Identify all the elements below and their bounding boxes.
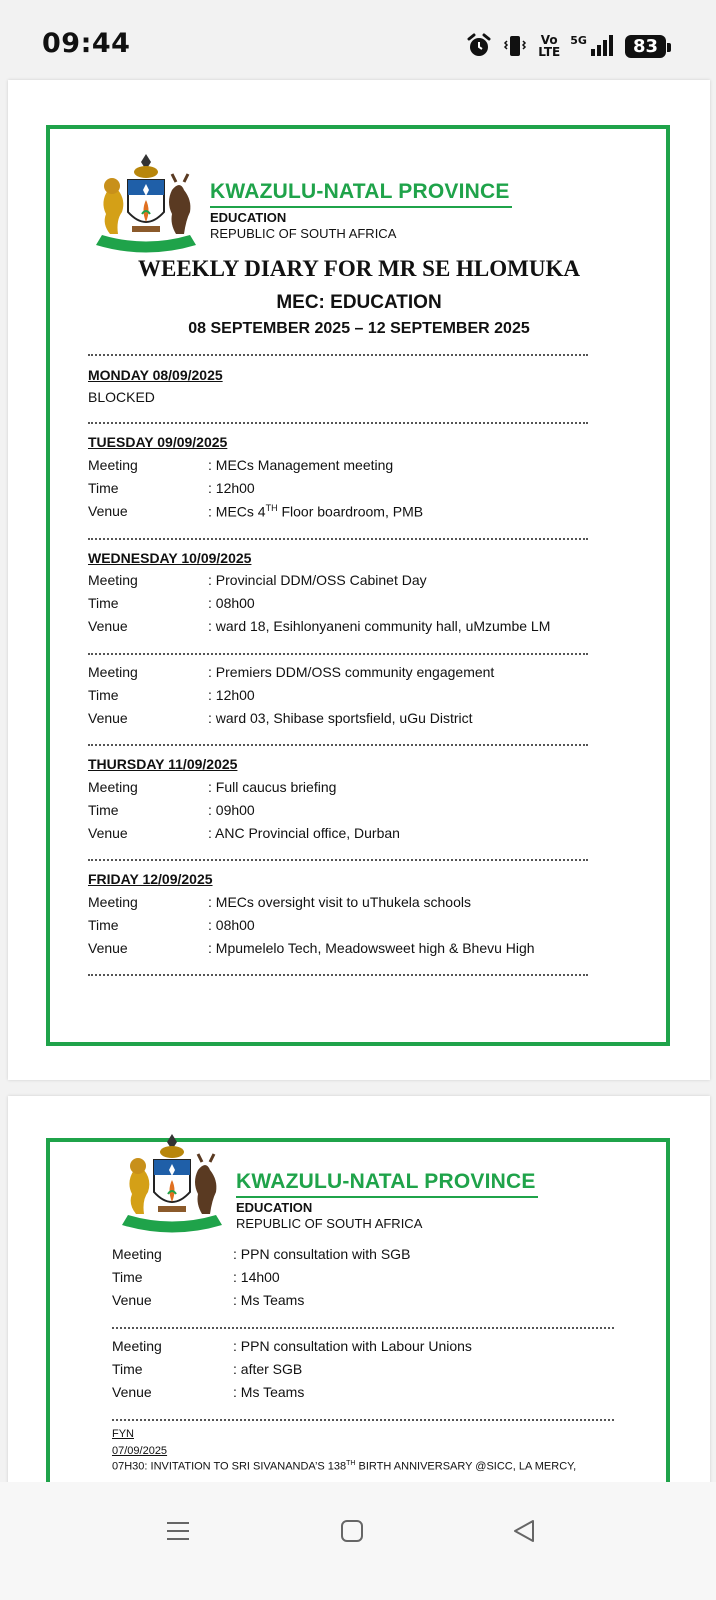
- venue-value: : Ms Teams: [233, 1384, 305, 1400]
- day-heading-monday: MONDAY 08/09/2025: [88, 367, 223, 383]
- divider: [88, 422, 588, 424]
- venue-label: Venue: [88, 825, 128, 841]
- signal-icon: [589, 34, 615, 58]
- venue-label: Venue: [88, 940, 128, 956]
- day-heading-thursday: THURSDAY 11/09/2025: [88, 756, 238, 772]
- venue-label: Venue: [88, 618, 128, 634]
- meeting-label: Meeting: [112, 1338, 162, 1354]
- meeting-value: : MECs oversight visit to uThukela schools: [208, 894, 471, 910]
- department-name: EDUCATION: [236, 1200, 313, 1215]
- coat-of-arms-icon: [112, 1130, 232, 1240]
- vibrate-icon: [502, 33, 528, 59]
- country-name: REPUBLIC OF SOUTH AFRICA: [236, 1216, 423, 1231]
- country-name: REPUBLIC OF SOUTH AFRICA: [210, 226, 397, 241]
- time-label: Time: [112, 1361, 143, 1377]
- clock: 09:44: [42, 28, 131, 59]
- time-label: Time: [88, 480, 119, 496]
- home-button[interactable]: [322, 1506, 382, 1556]
- divider: [88, 974, 588, 976]
- meeting-value: : PPN consultation with SGB: [233, 1246, 411, 1262]
- volte-icon: Vo LTE: [538, 33, 561, 59]
- network-type: 5G: [570, 33, 587, 47]
- venue-label: Venue: [112, 1292, 152, 1308]
- time-value: : 14h00: [233, 1269, 280, 1285]
- navigation-bar: [0, 1482, 716, 1600]
- divider: [112, 1327, 614, 1329]
- time-label: Time: [88, 687, 119, 703]
- time-label: Time: [88, 595, 119, 611]
- letterhead-rule: [210, 206, 512, 208]
- home-icon: [339, 1518, 365, 1544]
- fyn-date: 07/09/2025: [112, 1445, 168, 1457]
- meeting-label: Meeting: [112, 1246, 162, 1262]
- back-button[interactable]: [494, 1506, 554, 1556]
- venue-value: : ward 03, Shibase sportsfield, uGu District: [208, 710, 473, 726]
- time-label: Time: [112, 1269, 143, 1285]
- meeting-label: Meeting: [88, 894, 138, 910]
- monday-note: BLOCKED: [88, 389, 155, 405]
- department-name: EDUCATION: [210, 210, 287, 225]
- time-value: : after SGB: [233, 1361, 303, 1377]
- battery-icon: 83: [625, 35, 666, 58]
- time-label: Time: [88, 802, 119, 818]
- status-bar: [0, 0, 716, 80]
- province-name: KWAZULU-NATAL PROVINCE: [236, 1170, 536, 1193]
- meeting-label: Meeting: [88, 457, 138, 473]
- back-icon: [511, 1518, 537, 1544]
- document-page-1: [8, 80, 710, 1080]
- time-value: : 12h00: [208, 480, 255, 496]
- meeting-value: : Full caucus briefing: [208, 779, 337, 795]
- diary-subtitle: MEC: EDUCATION: [276, 292, 442, 313]
- time-value: : 12h00: [208, 687, 255, 703]
- day-heading-friday: FRIDAY 12/09/2025: [88, 871, 213, 887]
- venue-label: Venue: [88, 710, 128, 726]
- meeting-value: : PPN consultation with Labour Unions: [233, 1338, 472, 1354]
- document-page-2: [8, 1096, 710, 1516]
- diary-title: WEEKLY DIARY FOR MR SE HLOMUKA: [138, 256, 580, 281]
- divider: [88, 744, 588, 746]
- coat-of-arms-icon: [86, 150, 206, 260]
- divider: [112, 1419, 614, 1421]
- venue-value: : Mpumelelo Tech, Meadowsweet high & Bhevu High: [208, 940, 535, 956]
- venue-label: Venue: [88, 503, 128, 519]
- province-name: KWAZULU-NATAL PROVINCE: [210, 180, 510, 203]
- meeting-value: : Premiers DDM/OSS community engagement: [208, 664, 495, 680]
- divider: [88, 354, 588, 356]
- time-label: Time: [88, 917, 119, 933]
- divider: [88, 859, 588, 861]
- time-value: : 08h00: [208, 595, 255, 611]
- recent-apps-button[interactable]: [148, 1506, 208, 1556]
- venue-value: : ward 18, Esihlonyaneni community hall, uMzumbe LM: [208, 618, 551, 634]
- recent-apps-icon: [165, 1518, 191, 1544]
- alarm-icon: [466, 33, 492, 59]
- fyn-item: 07H30: INVITATION TO SRI SIVANANDA’S 138TH BIRTH ANNIVERSARY @SICC, LA MERCY,: [112, 1460, 577, 1473]
- day-heading-tuesday: TUESDAY 09/09/2025: [88, 434, 228, 450]
- venue-value: : ANC Provincial office, Durban: [208, 825, 400, 841]
- meeting-label: Meeting: [88, 779, 138, 795]
- status-icons: [466, 32, 666, 60]
- meeting-value: : MECs Management meeting: [208, 457, 394, 473]
- divider: [88, 538, 588, 540]
- diary-date-range: 08 SEPTEMBER 2025 – 12 SEPTEMBER 2025: [188, 320, 530, 337]
- meeting-label: Meeting: [88, 572, 138, 588]
- venue-label: Venue: [112, 1384, 152, 1400]
- time-value: : 09h00: [208, 802, 255, 818]
- meeting-label: Meeting: [88, 664, 138, 680]
- venue-value: : MECs 4TH Floor boardroom, PMB: [208, 503, 424, 520]
- meeting-value: : Provincial DDM/OSS Cabinet Day: [208, 572, 427, 588]
- day-heading-wednesday: WEDNESDAY 10/09/2025: [88, 550, 252, 566]
- fyn-heading: FYN: [112, 1428, 134, 1440]
- time-value: : 08h00: [208, 917, 255, 933]
- letterhead-rule: [236, 1196, 538, 1198]
- divider: [88, 653, 588, 655]
- venue-value: : Ms Teams: [233, 1292, 305, 1308]
